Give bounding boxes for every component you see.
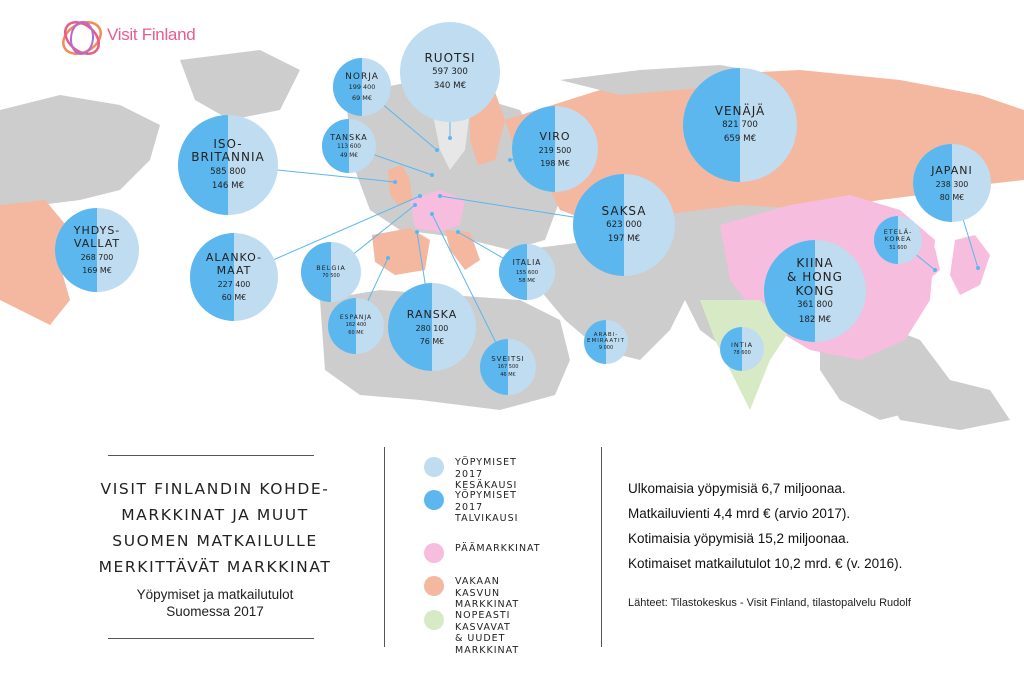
market-nights: 280 100 [415, 323, 449, 333]
fact-foreign-nights: Ulkomaisia yöpymisiä 6,7 miljoonaa. [628, 481, 846, 496]
legend-main-swatch [424, 543, 444, 563]
market-name: NORJA [345, 71, 379, 82]
connector-dot-sveitsi [430, 212, 434, 216]
legend-steady-label: VAKAAN KASVUN MARKKINAT [455, 576, 520, 610]
divider-left [384, 447, 385, 647]
fact-domestic-nights: Kotimaisia yöpymisiä 15,2 miljoonaa. [628, 531, 850, 546]
bubble-winter-belgia [301, 242, 331, 302]
market-nights: 113 600 [337, 143, 361, 150]
market-income: 60 M€ [221, 292, 247, 302]
legend-winter-swatch [424, 490, 444, 510]
bubble-kiina [764, 240, 866, 342]
market-nights: 162 400 [345, 322, 367, 329]
market-nights: 238 300 [935, 179, 969, 189]
market-name: SVEITSI [491, 355, 525, 363]
bubble-saksa [573, 174, 675, 276]
market-nights: 219 500 [538, 145, 572, 155]
market-name: VENÄJÄ [714, 103, 766, 118]
bubble-arabiemiraatit [584, 320, 628, 364]
market-income: 80 M€ [939, 192, 965, 202]
market-income: 49 M€ [340, 153, 358, 160]
market-nights: 623 000 [606, 220, 642, 231]
market-income: 60 M€ [348, 330, 364, 337]
panel-title: VISIT FINLANDIN KOHDE- MARKKINAT JA MUUT SUOMEN MATKAILULLE MERKITTÄVÄT MARKKINAT [98, 480, 332, 576]
connector-dot-etela-korea [933, 268, 937, 272]
market-name: JAPANI [931, 163, 973, 177]
bubble-winter-tanska [322, 119, 349, 173]
legend-fast-label: NOPEASTI KASVAVAT & UUDET MARKKINAT [455, 610, 520, 656]
market-nights: 70 500 [322, 272, 340, 279]
market-nights: 9 000 [598, 345, 614, 351]
market-income: 182 M€ [798, 314, 832, 325]
bubble-yhdysvallat [55, 208, 139, 292]
connector-dot-viro [508, 158, 512, 162]
market-nights: 268 700 [80, 253, 114, 263]
market-name: INTIA [730, 340, 754, 349]
fact-domestic-income: Kotimaiset matkailutulot 10,2 mrd. € (v. 2016). [628, 556, 903, 571]
logo-text: Visit Finland [107, 25, 196, 44]
fact-tourism-export: Matkailuvienti 4,4 mrd € (arvio 2017). [628, 506, 851, 521]
market-name: BELGIA [316, 263, 346, 272]
market-nights: 227 400 [217, 280, 251, 290]
market-name: ALANKO- MAAT [205, 251, 263, 277]
market-nights: 361 800 [797, 300, 833, 311]
market-name: ARABI- EMIRAATIT [586, 332, 626, 345]
bubble-winter-italia [499, 244, 527, 300]
market-income: 197 M€ [607, 234, 641, 245]
legend-summer-label: YÖPYMISET 2017 KESÄKAUSI [455, 457, 518, 491]
bubble-tanska [322, 119, 376, 173]
market-name: ITALIA [512, 258, 542, 267]
market-name: SAKSA [601, 203, 647, 218]
market-income: 69 M€ [352, 93, 372, 102]
bubble-winter-norja [333, 58, 362, 116]
market-name: RUOTSI [424, 50, 476, 65]
bubble-winter-iso-britannia [178, 115, 228, 215]
connector-dot-espanja [386, 256, 390, 260]
bubble-espanja [328, 298, 384, 354]
connector-dot-italia [456, 230, 460, 234]
divider-right [601, 447, 602, 647]
panel-subtitle: Yöpymiset ja matkailutulot Suomessa 2017 [136, 587, 294, 619]
bubble-summer-ruotsi [400, 22, 500, 122]
bubble-venaja [683, 68, 797, 182]
market-nights: 51 600 [889, 244, 907, 251]
legend-main-label: PÄÄMARKKINAT [455, 543, 541, 554]
divider-bottom [108, 638, 314, 639]
market-nights: 167 500 [497, 363, 519, 370]
market-nights: 155 600 [515, 269, 539, 276]
bubble-winter-alankomaat [190, 233, 234, 321]
market-nights: 585 800 [210, 167, 246, 178]
market-income: 46 M€ [500, 372, 516, 379]
market-income: 58 M€ [518, 278, 536, 285]
market-name: KIINA & HONG KONG [787, 256, 843, 298]
connector-dot-iso-britannia [393, 180, 397, 184]
divider-top [108, 455, 314, 456]
connector-dot-ruotsi [448, 136, 452, 140]
market-nights: 199 400 [348, 83, 376, 92]
market-income: 146 M€ [211, 181, 245, 192]
market-name: ISO- BRITANNIA [191, 136, 265, 165]
bubble-italia [499, 244, 555, 300]
bubble-ruotsi [400, 22, 500, 122]
market-nights: 78 600 [733, 349, 751, 356]
market-nights: 597 300 [432, 67, 468, 78]
market-income: 169 M€ [82, 265, 112, 275]
bubble-intia [720, 327, 764, 371]
market-income: 659 M€ [723, 134, 757, 145]
market-income: 76 M€ [419, 336, 445, 346]
logo-icon [56, 12, 108, 64]
connector-dot-japani [976, 266, 980, 270]
bubble-viro [512, 106, 598, 192]
connector-dot-belgia [413, 203, 417, 207]
connector-dot-ranska [415, 230, 419, 234]
market-name: VIRO [539, 129, 571, 143]
market-income: 340 M€ [433, 81, 467, 92]
bubble-iso-britannia [178, 115, 278, 215]
legend-winter-label: YÖPYMISET 2017 TALVIKAUSI [455, 490, 519, 524]
market-income: 198 M€ [540, 158, 570, 168]
legend-fast-swatch [424, 610, 444, 630]
connector-dot-saksa [438, 194, 442, 198]
legend-steady-swatch [424, 576, 444, 596]
bubble-ranska [388, 283, 476, 371]
legend-summer-swatch [424, 457, 444, 477]
bubble-etela-korea [874, 216, 922, 264]
connector-dot-alankomaat [418, 194, 422, 198]
source-note: Lähteet: Tilastokeskus - Visit Finland, tilastopalvelu Rudolf [628, 597, 911, 609]
market-name: YHDYS- VALLAT [73, 224, 121, 250]
market-name: ETELÄ- KOREA [883, 228, 913, 244]
key-facts [628, 481, 902, 581]
bubble-belgia [301, 242, 361, 302]
bubble-alankomaat [190, 233, 278, 321]
market-nights: 821 700 [722, 120, 758, 131]
market-name: ESPANJA [339, 314, 373, 321]
connector-dot-norja [435, 148, 439, 152]
connector-dot-tanska [430, 173, 434, 177]
bubble-japani [913, 144, 991, 222]
market-name: TANSKA [330, 132, 368, 142]
bubble-norja [333, 58, 391, 116]
bubble-sveitsi [480, 339, 536, 395]
market-name: RANSKA [406, 307, 458, 321]
